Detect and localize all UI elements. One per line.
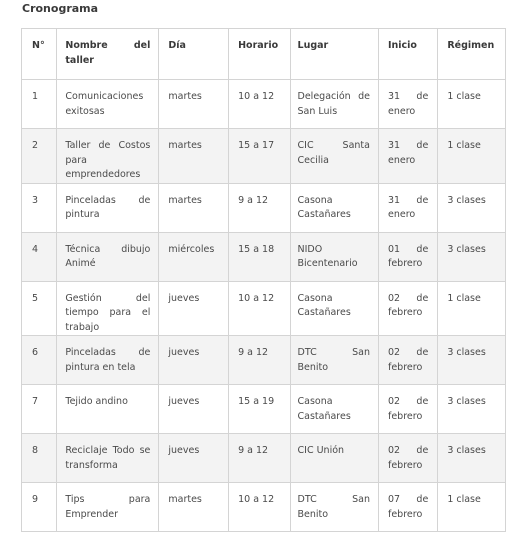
cell-hours: 10 a 12 xyxy=(229,80,290,129)
table-row xyxy=(22,385,506,434)
cell-hours: 10 a 12 xyxy=(229,281,290,336)
cell-regime: 3 clases xyxy=(438,183,506,232)
cell-place: DTC San Benito xyxy=(290,336,378,385)
cell-day: martes xyxy=(159,483,229,532)
cell-number: 5 xyxy=(22,281,57,336)
cell-start: 02 de febrero xyxy=(378,336,437,385)
cell-regime: 1 clase xyxy=(438,80,506,129)
cell-regime: 1 clase xyxy=(438,483,506,532)
header-place: Lugar xyxy=(290,29,378,80)
cell-place: Casona Castañares xyxy=(290,183,378,232)
cell-start: 31 de enero xyxy=(378,129,437,184)
cell-hours: 15 a 18 xyxy=(229,232,290,281)
cell-start: 07 de febrero xyxy=(378,483,437,532)
cell-day: miércoles xyxy=(159,232,229,281)
cell-place: Delegación de San Luis xyxy=(290,80,378,129)
cell-regime: 3 clases xyxy=(438,336,506,385)
cell-hours: 15 a 19 xyxy=(229,385,290,434)
cell-workshop-name: Taller de Costos para emprendedores xyxy=(57,129,159,184)
cell-day: jueves xyxy=(159,281,229,336)
cell-start: 02 de febrero xyxy=(378,281,437,336)
cell-place: Casona Castañares xyxy=(290,281,378,336)
cell-place: CIC Unión xyxy=(290,434,378,483)
cell-start: 02 de febrero xyxy=(378,385,437,434)
cell-workshop-name: Pinceladas de pintura en tela xyxy=(57,336,159,385)
cell-day: jueves xyxy=(159,434,229,483)
cell-place: DTC San Benito xyxy=(290,483,378,532)
cell-number: 7 xyxy=(22,385,57,434)
cell-start: 02 de febrero xyxy=(378,434,437,483)
cell-hours: 10 a 12 xyxy=(229,483,290,532)
schedule-table xyxy=(21,28,506,532)
cell-number: 8 xyxy=(22,434,57,483)
cell-workshop-name: Reciclaje Todo se transforma xyxy=(57,434,159,483)
table-row xyxy=(22,336,506,385)
cell-workshop-name: Pinceladas de pintura xyxy=(57,183,159,232)
cell-hours: 15 a 17 xyxy=(229,129,290,184)
table-row xyxy=(22,129,506,184)
cell-workshop-name: Tips para Emprender xyxy=(57,483,159,532)
cell-hours: 9 a 12 xyxy=(229,434,290,483)
header-start: Inicio xyxy=(378,29,437,80)
cell-number: 9 xyxy=(22,483,57,532)
header-day: Día xyxy=(159,29,229,80)
cell-regime: 3 clases xyxy=(438,385,506,434)
cell-regime: 3 clases xyxy=(438,232,506,281)
cell-regime: 1 clase xyxy=(438,281,506,336)
cell-start: 01 de febrero xyxy=(378,232,437,281)
table-row xyxy=(22,483,506,532)
cell-day: martes xyxy=(159,80,229,129)
cell-day: martes xyxy=(159,183,229,232)
table-row xyxy=(22,281,506,336)
cell-number: 3 xyxy=(22,183,57,232)
cell-place: NIDO Bicentenario xyxy=(290,232,378,281)
cell-start: 31 de enero xyxy=(378,183,437,232)
cell-workshop-name: Técnica dibujo Animé xyxy=(57,232,159,281)
cell-number: 1 xyxy=(22,80,57,129)
cell-place: CIC Santa Cecilia xyxy=(290,129,378,184)
cell-hours: 9 a 12 xyxy=(229,183,290,232)
cell-regime: 1 clase xyxy=(438,129,506,184)
table-row xyxy=(22,183,506,232)
table-row xyxy=(22,434,506,483)
cell-day: jueves xyxy=(159,336,229,385)
cell-workshop-name: Tejido andino xyxy=(57,385,159,434)
page-title: Cronograma xyxy=(22,2,99,15)
table-row xyxy=(22,232,506,281)
cell-start: 31 de enero xyxy=(378,80,437,129)
cell-regime: 3 clases xyxy=(438,434,506,483)
cell-number: 2 xyxy=(22,129,57,184)
header-number: N° xyxy=(22,29,57,80)
cell-workshop-name: Gestión del tiempo para el trabajo xyxy=(57,281,159,336)
cell-day: jueves xyxy=(159,385,229,434)
cell-number: 4 xyxy=(22,232,57,281)
cell-workshop-name: Comunicaciones exitosas xyxy=(57,80,159,129)
table-row xyxy=(22,80,506,129)
cell-day: martes xyxy=(159,129,229,184)
cell-hours: 9 a 12 xyxy=(229,336,290,385)
header-regime: Régimen xyxy=(438,29,506,80)
header-hours: Horario xyxy=(229,29,290,80)
header-row xyxy=(22,29,506,80)
cell-place: Casona Castañares xyxy=(290,385,378,434)
header-workshop-name: Nombre del taller xyxy=(57,29,159,80)
cell-number: 6 xyxy=(22,336,57,385)
